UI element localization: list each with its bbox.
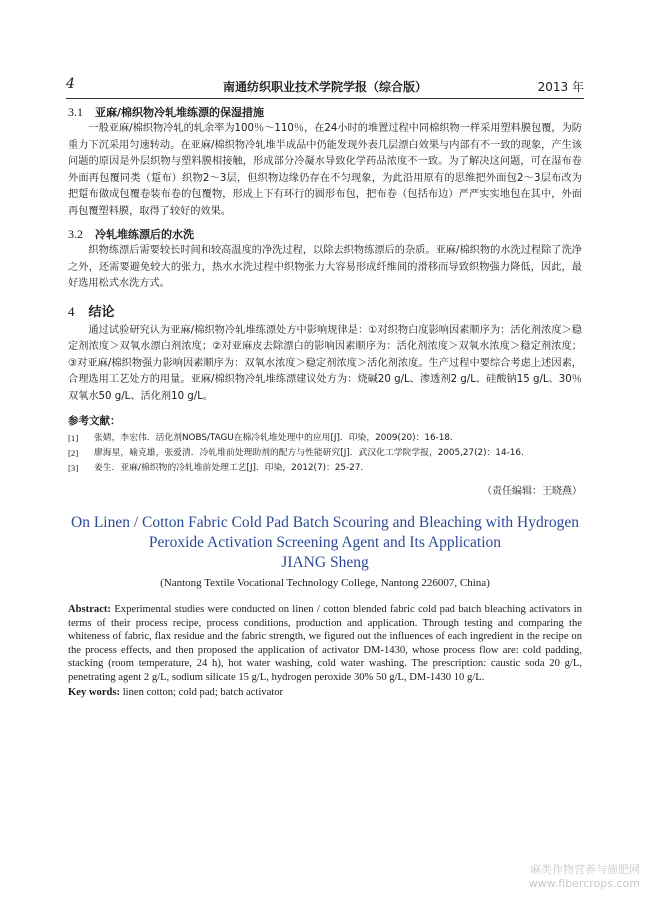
reference-text: 廖海星，喻克雄，张爱清．冷轧堆前处理助剂的配方与性能研究[J]．武汉化工学院学报，2005,27(2)：14-16.: [94, 448, 524, 458]
watermark-line: www.fibercrops.com: [528, 877, 640, 890]
section-number: 4: [68, 303, 75, 319]
watermark-line: 麻类作物营养与施肥网: [530, 863, 640, 876]
references-heading: 参考文献：: [68, 415, 121, 427]
reference-index: [2]: [68, 448, 79, 458]
reference-item: [68, 461, 582, 476]
watermark: [529, 863, 640, 891]
reference-item: [68, 431, 582, 446]
paragraph: 织物练漂后需要较长时间和较高温度的净洗过程，以除去织物练漂后的杂质。亚麻/棉织物的水洗过程除了洗净之外，还需要避免较大的张力，热水水洗过程中织物张力大容易形成纤维间的滑移而导致织物强力降低，因此，最好选用松式水洗方式。: [68, 245, 582, 289]
abstract-text: Experimental studies were conducted on linen / cotton blended fabric cold pad batch bleaching activators in terms of their process recipe, process conditions, production and application. Through testing and comparing the whiteness of fabric, flax residue and the fabric strength, we figured out the influences of each ingredient in the recipe on the process effects, and then proposed the application of activator DM-1430, whose process flow are: cold padding, stacking (room temperature, 24 h), hot water washing, cold water washing. The prescription: caustic soda 20 g/L, penetrating agent 2 g/L, sodium silicate 15 g/L, hydrogen peroxide 30% 50 g/L, DM-1430 10 g/L.: [68, 604, 582, 683]
journal-name: 南通纺织职业技术学院学报（综合版）: [222, 80, 427, 94]
english-keywords: [68, 687, 582, 698]
section-title: 结论: [88, 304, 115, 320]
keywords-text: linen cotton; cold pad; batch activator: [120, 686, 284, 698]
abstract-label: Abstract:: [68, 604, 111, 615]
responsible-editor: （责任编辑：王晓燕）: [482, 486, 582, 497]
article-body: [68, 104, 582, 698]
section-heading-3-2: [68, 226, 582, 243]
reference-text: 姜生．亚麻/棉织物的冷轧堆前处理工艺[J]．印染，2012(7)：25-27.: [94, 463, 364, 473]
reference-index: [1]: [68, 433, 79, 443]
section-number: 3.2: [68, 227, 83, 241]
english-abstract: [68, 603, 582, 685]
page-number: 4: [66, 76, 75, 92]
reference-item: [68, 446, 582, 461]
english-author: JIANG Sheng: [281, 554, 369, 571]
conclusion-paragraph: 通过试验研究认为亚麻/棉织物冷轧堆练漂处方中影响规律是：①对织物白度影响因素顺序为：活化剂浓度＞稳定剂浓度＞双氧水漂白剂浓度；②对亚麻皮去除漂白的影响因素顺序为：活化剂浓度＞双氧水浓度＞稳定剂浓度；③对亚麻/棉织物强力影响因素顺序为：双氧水浓度＞稳定剂浓度＞活化剂浓度。生产过程中要综合考虑上述因素，合理选用工艺处方的用量。亚麻/棉织物冷轧堆练漂建议处方为：烧碱20 g/L、渗透剂2 g/L、硅酸钠15 g/L、30％双氧水50 g/L、活化剂10 g/L。: [68, 324, 582, 402]
english-affiliation: (Nantong Textile Vocational Technology College, Nantong 226007, China): [160, 577, 490, 589]
reference-index: [3]: [68, 463, 79, 473]
paragraph: 一般亚麻/棉织物冷轧的轧余率为100％～110％，在24小时的堆置过程中同棉织物一样采用塑料膜包覆，为防重力下沉采用匀速转动。在亚麻/棉织物冷轧堆半成品中仍能发现外表几层漂白效果与内部有不一致的现象，产生该问题的原因是外层织物与塑料膜相接触，形成部分冷凝水导致化学药品浓度不一致。为了解决这问题，可在湿布卷外面再包覆同类（踅布）织物2～3层，但织物边缘仍存在不匀现象，为此沿用原有的思维把外面包2～3层布改为把踅布做成包覆卷装布卷的包覆物，形成上下有环行的圆形布包，把布卷（包括布边）严严实实地包在其中，外面再包覆塑料膜，取得了较好的效果。: [68, 123, 582, 217]
section-heading-3-1: [68, 104, 582, 121]
issue-year: 2013 年: [537, 80, 584, 94]
reference-text: 张婧，李宏伟．活化剂NOBS/TAGU在棉冷轧堆处理中的应用[J]．印染，2009(20)：16-18.: [94, 433, 453, 443]
section-number: 3.1: [68, 105, 83, 119]
english-title: On Linen / Cotton Fabric Cold Pad Batch Scouring and Bleaching with Hydrogen Peroxide Activation Screening Agent and Its Application: [71, 514, 579, 551]
section-title: 亚麻/棉织物冷轧堆练漂的保湿措施: [95, 106, 265, 119]
conclusion-heading: [68, 301, 582, 320]
keywords-label: Key words:: [68, 686, 121, 698]
section-title: 冷轧堆练漂后的水洗: [95, 228, 194, 241]
header-rule: [66, 98, 584, 99]
running-header: [66, 76, 584, 96]
